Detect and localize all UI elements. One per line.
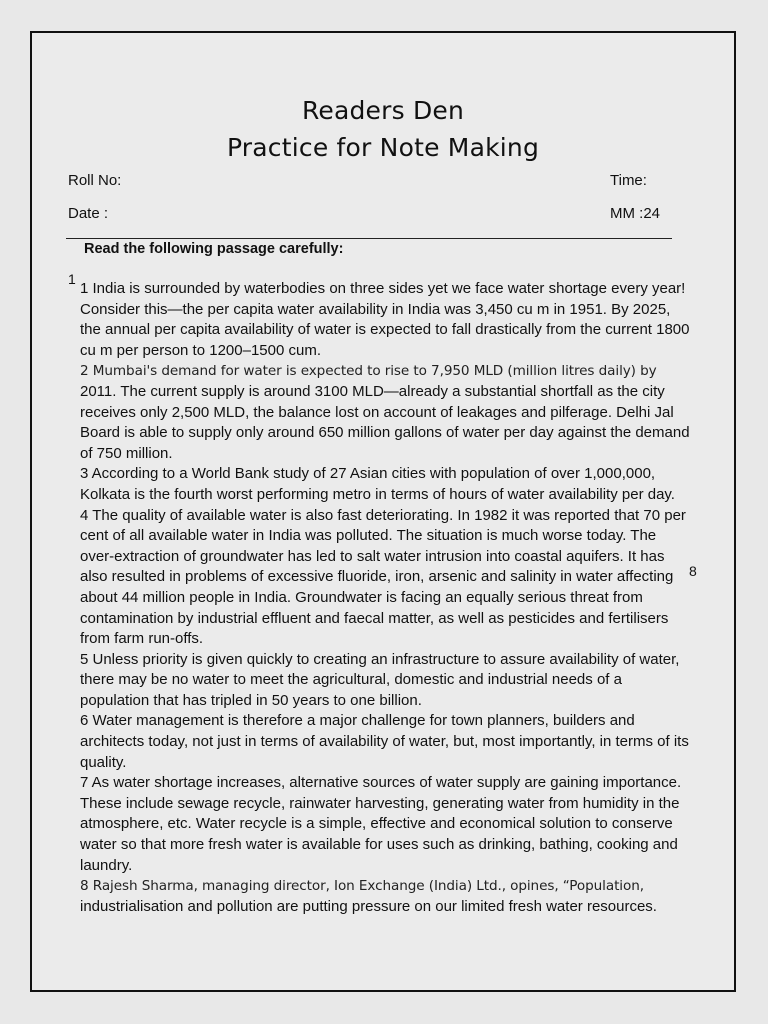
marks-number: 8: [689, 563, 697, 579]
paragraph-4: 4 The quality of available water is also fast deteriorating. In 1982 it was reported that 70 per cent of all available water in India was polluted. The situation is much worse today. The over-extraction of groundwater has led to salt water intrusion into coastal aquifers. It has also resulted in problems of excessive fluoride, iron, arsenic and salinity in water affecting about 44 million people in India. Groundwater is facing an equally serious threat from contamination by industrial effluent and faecal matter, as well as pesticides and fertilisers from farm run-offs.: [80, 506, 686, 648]
paragraph-8-line: 8 Rajesh Sharma, managing director, Ion Exchange (India) Ltd., opines, “Population,: [80, 878, 644, 895]
roll-no-label: Roll No:: [68, 172, 122, 189]
paragraph-2-line: 2 Mumbai's demand for water is expected to rise to 7,950 MLD (million litres daily) by: [80, 363, 657, 380]
time-label: Time:: [610, 172, 647, 189]
page-title: Readers Den: [301, 96, 465, 125]
question-number: 1: [68, 271, 76, 287]
paragraph-5: 5 Unless priority is given quickly to creating an infrastructure to assure availability of water, there may be no water to meet the agricultural, domestic and industrial needs of a population that has tripled in 50 years to one billion.: [80, 650, 680, 709]
paragraph-2-cont: 2011. The current supply is around 3100 MLD—already a substantial shortfall as the city receives only 2,500 MLD, the balance lost on account of leakages and pilferage. Delhi Jal Board is able to supply only around 650 million gallons of water per day against the demand of 750 million.: [80, 382, 690, 462]
header-divider: [66, 238, 672, 239]
paragraph-6: 6 Water management is therefore a major challenge for town planners, builders and architects today, not just in terms of availability of water, but, most importantly, in terms of its quality.: [80, 712, 689, 771]
paragraph-1: 1 India is surrounded by waterbodies on three sides yet we face water shortage every year! Consider this—the per capita water availability in India was 3,450 cu m in 1951. By 2025, the annual per capita availability of water is expected to fall drastically from the current 1800 cu m per person to 1200–1500 cum.: [80, 280, 690, 359]
worksheet-page: [30, 31, 736, 992]
paragraph-8-cont: industrialisation and pollution are putting pressure on our limited fresh water resources.: [80, 897, 657, 915]
paragraph-3: 3 According to a World Bank study of 27 Asian cities with population of over 1,000,000, Kolkata is the fourth worst performing metro in terms of hours of water availability per day.: [80, 465, 675, 503]
instruction-text: Read the following passage carefully:: [84, 241, 344, 257]
date-label: Date :: [68, 205, 109, 222]
paragraph-7: 7 As water shortage increases, alternative sources of water supply are gaining importance. These include sewage recycle, rainwater harvesting, generating water from humidity in the atmosphere, etc. Water recycle is a simple, effective and economical solution to conserve water so that more fresh water is available for uses such as drinking, bathing, cooking and laundry.: [80, 774, 682, 874]
passage: [80, 279, 692, 917]
page-subtitle: Practice for Note Making: [226, 133, 540, 162]
max-marks-label: MM :24: [610, 205, 661, 222]
